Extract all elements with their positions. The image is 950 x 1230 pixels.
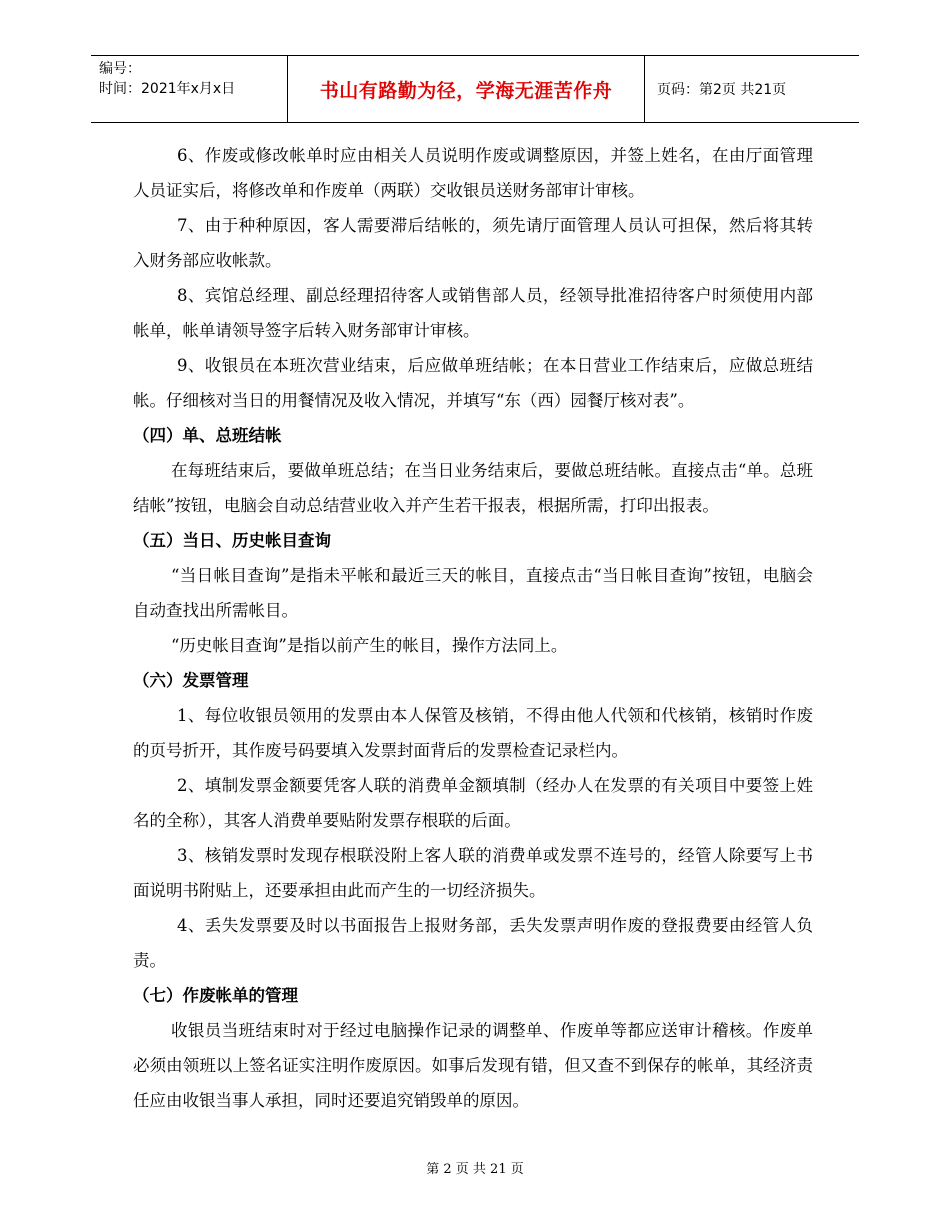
paragraph-item-8: 8、宾馆总经理、副总经理招待客人或销售部人员，经领导批准招待客户时须使用内部帐单，帐单请领导签字后转入财务部审计审核。 bbox=[133, 286, 813, 340]
paragraph-void-bills: 收银员当班结束时对于经过电脑操作记录的调整单、作废单等都应送审计稽核。作废单必须由领班以上签名证实注明作废原因。如事后发现有错，但又查不到保存的帐单，其经济责任应由收银当事人承担，同时还要追究销毁单的原因。 bbox=[133, 1021, 813, 1110]
paragraph-history-query: “历史帐目查询”是指以前产生的帐目，操作方法同上。 bbox=[171, 636, 568, 655]
paragraph-item-7: 7、由于种种原因，客人需要滞后结帐的，须先请厅面管理人员认可担保，然后将其转入财务部应收帐款。 bbox=[133, 216, 813, 270]
section-heading-4: （四）单、总班结帐 bbox=[133, 426, 282, 445]
section-heading-6: （六）发票管理 bbox=[133, 671, 249, 690]
paragraph-item-9: 9、收银员在本班次营业结束，后应做单班结帐；在本日营业工作结束后，应做总班结帐。仔细核对当日的用餐情况及收入情况，并填写“东（西）园餐厅核对表”。 bbox=[133, 356, 813, 410]
document-number-label: 编号： bbox=[99, 61, 141, 77]
section-heading-5: （五）当日、历史帐目查询 bbox=[133, 531, 331, 550]
paragraph-invoice-2: 2、填制发票金额要凭客人联的消费单金额填制（经办人在发票的有关项目中要签上姓名的全称），其客人消费单要贴附发票存根联的后面。 bbox=[133, 776, 813, 830]
document-time: 时间：2021年x月x日 bbox=[99, 81, 236, 97]
paragraph-daily-query: “当日帐目查询”是指未平帐和最近三天的帐目，直接点击“当日帐目查询”按钮，电脑会自动查找出所需帐目。 bbox=[133, 566, 813, 620]
header-motto: 书山有路勤为径，学海无涯苦作舟 bbox=[319, 79, 613, 102]
header-meta bbox=[99, 59, 235, 99]
page-footer: 第 2 页 共 21 页 bbox=[426, 1162, 524, 1177]
document-body bbox=[133, 138, 813, 1118]
paragraph-item-6: 6、作废或修改帐单时应由相关人员说明作废或调整原因，并签上姓名，在由厅面管理人员证实后，将修改单和作废单（两联）交收银员送财务部审计审核。 bbox=[133, 146, 813, 200]
header-motto-cell bbox=[287, 56, 645, 122]
section-heading-7: （七）作废帐单的管理 bbox=[133, 986, 298, 1005]
paragraph-invoice-3: 3、核销发票时发现存根联没附上客人联的消费单或发票不连号的，经管人除要写上书面说明书附贴上，还要承担由此而产生的一切经济损失。 bbox=[133, 846, 813, 900]
header-page-info: 页码：第2页 共21页 bbox=[657, 82, 787, 98]
paragraph-invoice-1: 1、每位收银员领用的发票由本人保管及核销，不得由他人代领和代核销，核销时作废的页号折开，其作废号码要填入发票封面背后的发票检查记录栏内。 bbox=[133, 706, 813, 760]
paragraph-invoice-4: 4、丢失发票要及时以书面报告上报财务部，丢失发票声明作废的登报费要由经管人负责。 bbox=[133, 916, 813, 970]
page-header bbox=[91, 55, 859, 123]
paragraph-shift-closing: 在每班结束后，要做单班总结；在当日业务结束后，要做总班结帐。直接点击“单。总班结帐”按钮，电脑会自动总结营业收入并产生若干报表，根据所需，打印出报表。 bbox=[133, 461, 813, 515]
